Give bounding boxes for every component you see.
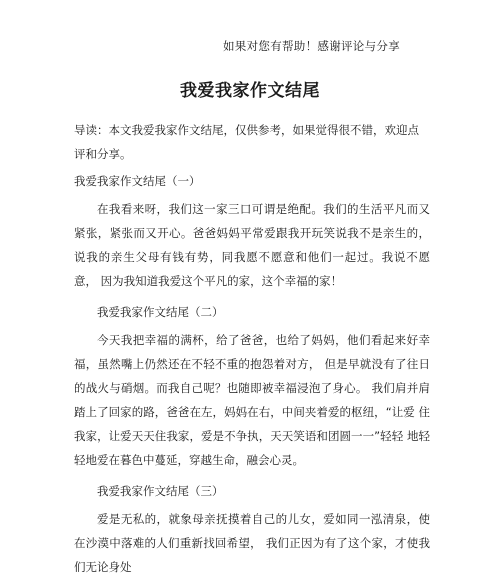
section-heading-3: 我爱我家作文结尾（三） [97, 484, 224, 498]
section-paragraph-1: 在我看来呀，我们这一家三口可谓是绝配。我们的生活平凡而又 紧张，紧张而又开心。爸爸妈妈平常爱跟我开玩笑说我不是亲生的， 说我的亲生父母有钱有势，同我愿不愿意和他们一起过。我说不愿意， 因为我知道我爱这个平凡的家，这个幸福的家！ [74, 202, 430, 288]
header-note: 如果对您有帮助！感谢评论与分享 [223, 39, 400, 53]
section-paragraph-3: 爱是无私的，就象母亲抚摸着自己的儿女，爱如同一泓清泉，使 在沙漠中落难的人们重新找回希望， 我们正因为有了这个家，才使我 们无论身处 [74, 512, 430, 574]
page-title: 我爱我家作文结尾 [180, 81, 320, 101]
document-body [74, 118, 430, 579]
intro-paragraph: 导读：本文我爱我家作文结尾，仅供参考，如果觉得很不错，欢迎点 评和分享。 [74, 123, 419, 161]
section-paragraph-2: 今天我把幸福的满杯，给了爸爸，也给了妈妈，他们看起来好幸 福，虽然嘴上仍然还在不轻不重的抱怨着对方， 但是早就没有了往日 的战火与硝烟。而我自己呢？也随即被幸福浸泡了身心。 我们肩并肩 踏上了回家的路，爸爸在左，妈妈在右，中间夹着爱的枢纽，“让爱 住我家，让爱天天住我家，爱是不争执，天天笑语和团圆一一”轻轻 地轻轻地爱在暮色中蔓延，穿越生命，融会心灵。 [74, 333, 430, 467]
section-heading-2: 我爱我家作文结尾（二） [97, 305, 224, 319]
section-heading-1: 我爱我家作文结尾（一） [74, 174, 201, 188]
